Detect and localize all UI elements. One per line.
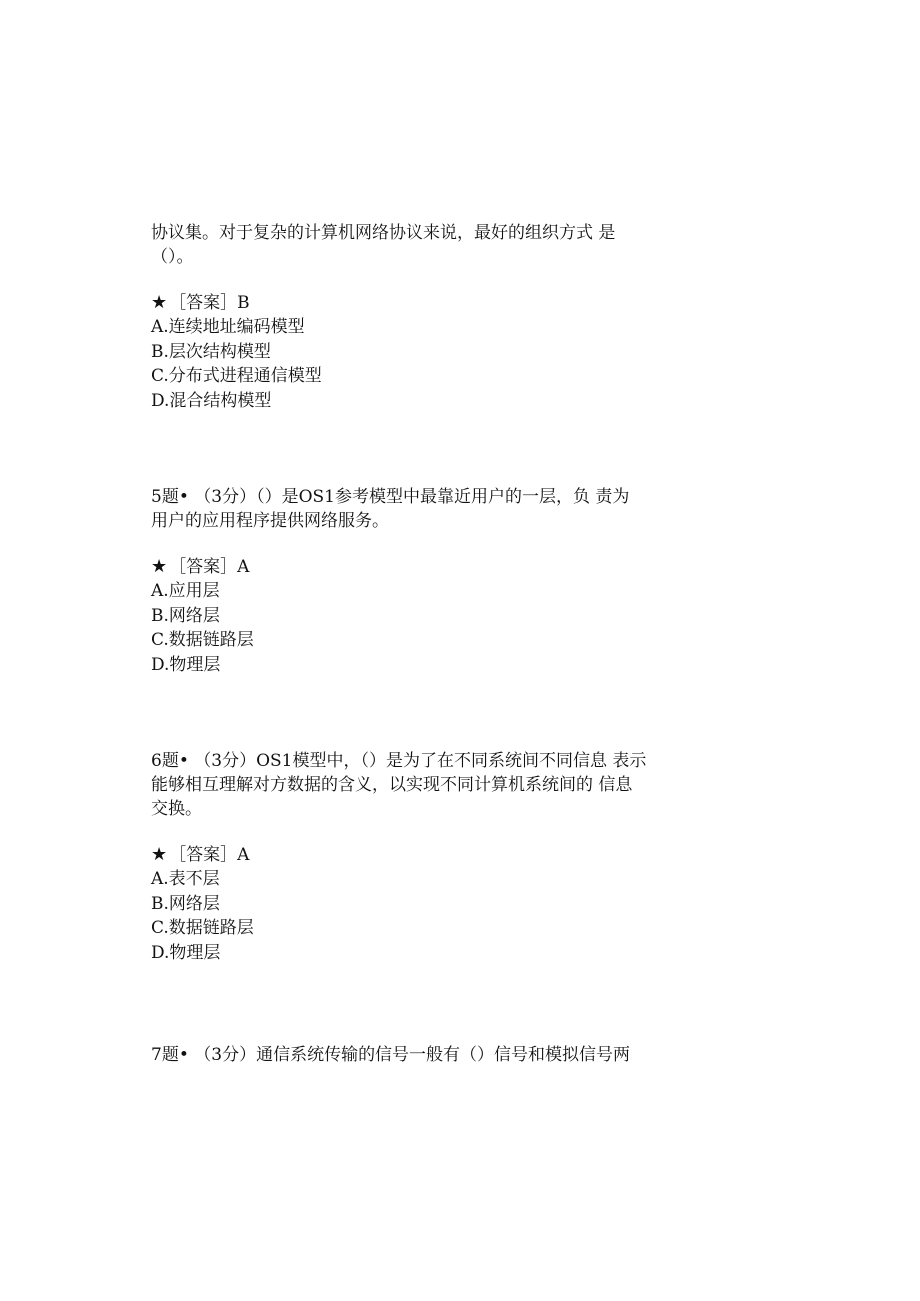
question-text-line: （）。 [151, 247, 194, 267]
question-4 [151, 221, 691, 413]
question-6 [151, 749, 691, 965]
star-icon: ★ [151, 844, 168, 865]
option-a: A.连续地址编码模型 [151, 317, 305, 337]
option-d: D.混合结构模型 [151, 390, 272, 411]
answer-line [151, 291, 691, 315]
star-icon: ★ [151, 292, 168, 313]
option-a: A.表不层 [151, 869, 220, 889]
option-c: C.分布式进程通信模型 [151, 366, 322, 386]
answer-text: ［答案］A [169, 557, 250, 577]
question-text-line: 协议集。对于复杂的计算机网络协议来说，最好的组织方式 是 [151, 223, 616, 243]
option-d: D.物理层 [151, 654, 221, 675]
question-text-line: 能够相互理解对方数据的含义，以实现不同计算机系统间的 信息 [151, 775, 633, 795]
option-b: B.层次结构模型 [151, 341, 271, 362]
question-text-line: 7题• （3分）通信系统传输的信号一般有（）信号和模拟信号两 [151, 1045, 631, 1065]
question-text-line: 6题• （3分）OS1模型中，（）是为了在不同系统间不同信息 表示 [151, 751, 647, 771]
question-5 [151, 485, 691, 677]
option-b: B.网络层 [151, 893, 220, 914]
option-c: C.数据链路层 [151, 918, 254, 938]
answer-line [151, 843, 691, 867]
question-text-line: 交换。 [151, 799, 202, 819]
question-7 [151, 1043, 691, 1067]
option-d: D.物理层 [151, 942, 221, 963]
option-c: C.数据链路层 [151, 630, 254, 650]
answer-line [151, 555, 691, 579]
answer-text: ［答案］B [169, 293, 250, 313]
option-a: A.应用层 [151, 581, 220, 601]
option-b: B.网络层 [151, 605, 220, 626]
star-icon: ★ [151, 556, 168, 577]
question-text-line: 用户的应用程序提供网络服务。 [151, 511, 389, 531]
question-text-line: 5题• （3分）（）是OS1参考模型中最靠近用户的一层，负 责为 [151, 487, 630, 507]
answer-text: ［答案］A [169, 845, 250, 865]
